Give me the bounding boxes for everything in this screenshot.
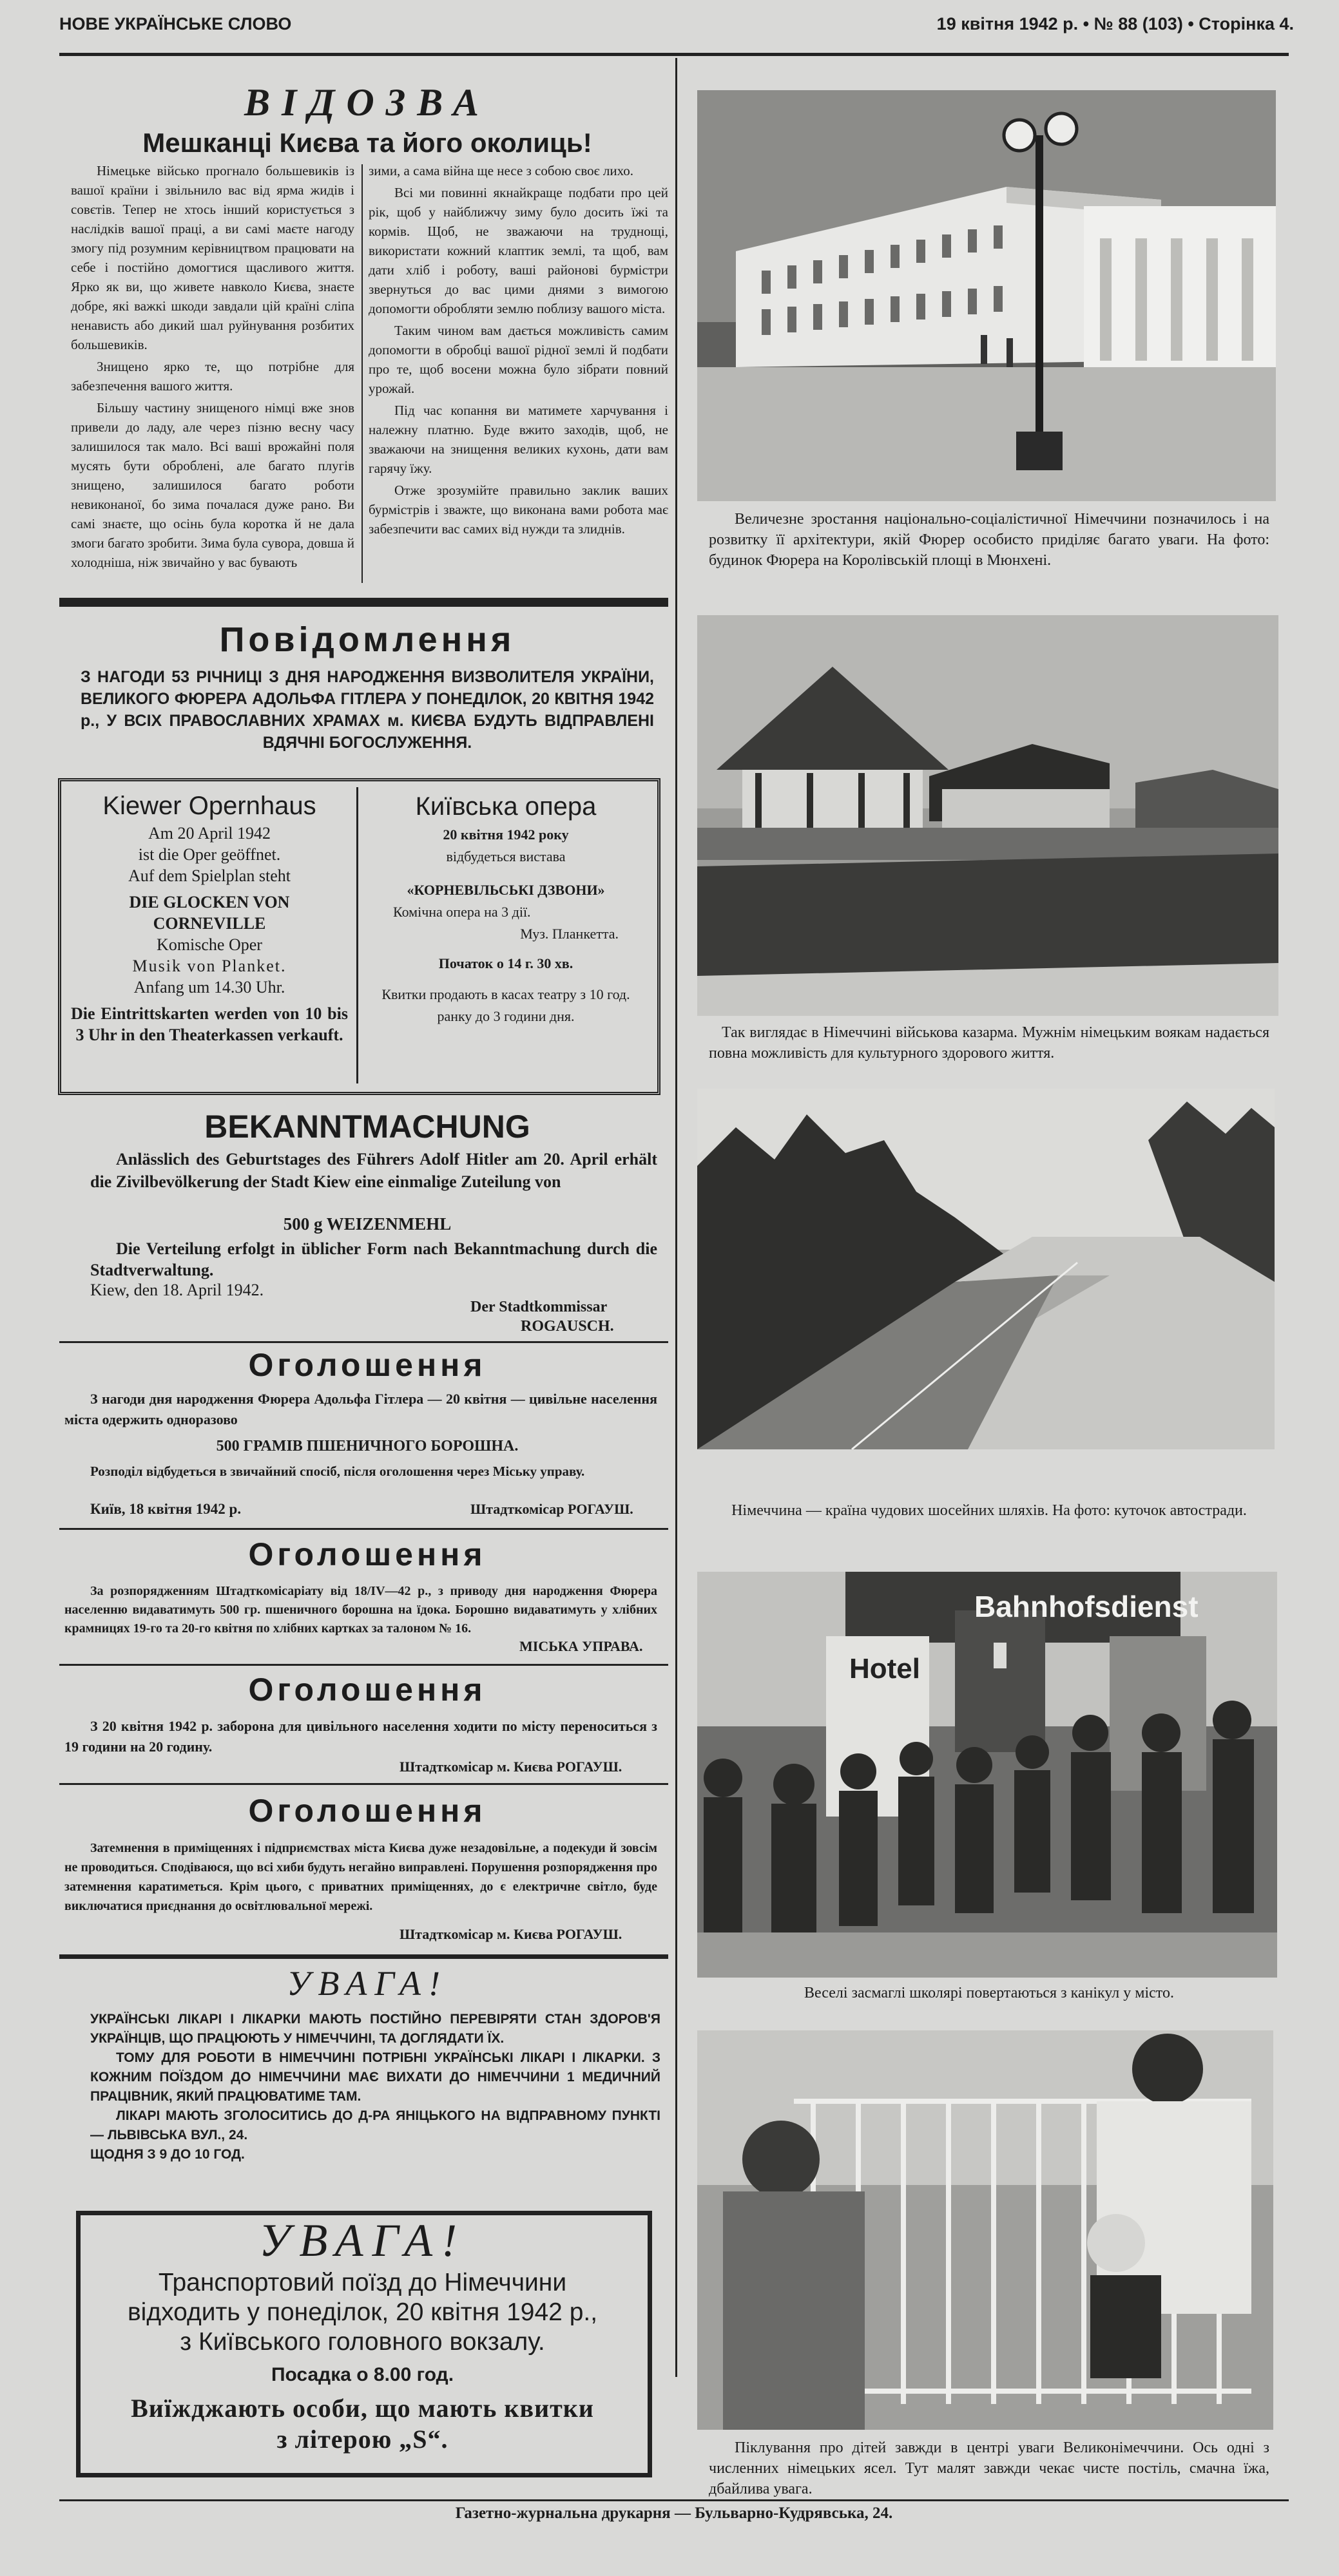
photo-caption: Так виглядає в Німеччині військова казарма. Мужнім німецьким воякам надається повна можливість для культурного здорового життя. bbox=[709, 1024, 1269, 1062]
column-divider bbox=[675, 58, 677, 2377]
prayer-notice-text: З НАГОДИ 53 РІЧНИЦІ З ДНЯ НАРОДЖЕННЯ ВИЗВОЛИТЕЛЯ УКРАЇНИ, ВЕЛИКОГО ФЮРЕРА АДОЛЬФА ГІТЛЕРА У ПОНЕДІЛОК, 20 КВІТНЯ 1942 р., У ВСІХ ПРАВОСЛАВНИХ ХРАМАХ м. КИЄВА БУДУТЬ ВІДПРАВЛЕНІ ВДЯЧНІ БОГОСЛУЖЕННЯ. bbox=[81, 668, 654, 752]
notice2-sign: МІСЬКА УПРАВА. bbox=[515, 1638, 643, 1655]
hotel-sign: Hotel bbox=[849, 1653, 920, 1684]
appeal-paragraph: Отже зрозумійте правильно заклик ваших бурмістрів і зважте, що виконана вами робота має забезпечити вас самих від нужди та злиднів. bbox=[369, 482, 668, 537]
appeal-left-column bbox=[71, 161, 354, 575]
opera-ua-tickets: Квитки продають в касах театру з 10 год. ранку до 3 години дня. bbox=[381, 986, 630, 1024]
doctors-para: УКРАЇНСЬКІ ЛІКАРІ І ЛІКАРКИ МАЮТЬ ПОСТІЙНО ПЕРЕВІРЯТИ СТАН ЗДОРОВ'Я УКРАЇНЦІВ, ЩО ПРАЦЮЮТЬ У НІМЕЧЧИНІ, ТА ДОГЛЯДАТИ ЇХ. bbox=[90, 2012, 660, 2046]
opera-de-show: DIE GLOCKEN VON CORNEVILLE bbox=[129, 893, 290, 933]
notice3-text: З 20 квітня 1942 р. заборона для цивільного населення ходити по місту переноситься з 19 години на 20 годину. bbox=[64, 1718, 657, 1755]
separator bbox=[59, 1341, 668, 1343]
notice2-text: За розпорядженням Штадткомісаріату від 18/IV—42 р., з приводу дня народження Фюрера населенню видаватимуть 500 гр. пшеничного борошна на їдока. Борошно видаватимуть у хлібних крамницях 19-го та 20-го квітня по хлібних картках за талоном № 16. bbox=[64, 1584, 657, 1636]
bekannt-date: Kiew, den 18. April 1942. bbox=[90, 1281, 264, 1299]
barracks-image bbox=[697, 615, 1278, 1016]
notice4-sign: Штадткомісар м. Києва РОГАУШ. bbox=[400, 1926, 622, 1942]
opera-de-line: Musik von Planket. bbox=[132, 957, 287, 975]
photo-caption: Піклування про дітей завжди в центрі уваги Великонімеччини. Ось одні з численних німецьких ясел. Тут малят завжди чекає чисте постіль, смачна їжа, дбайлива увага. bbox=[709, 2439, 1269, 2497]
photo-barracks bbox=[697, 615, 1278, 1016]
appeal-paragraph: Таким чином вам дається можливість самим допомогти в обробці вашої рідної землі й подбати про те, щоб восени можна було зібрати повний урожай. bbox=[369, 323, 668, 396]
photo-autobahn bbox=[697, 1089, 1275, 1449]
notice1-text2: Розподіл відбудеться в звичайний спосіб, після оголошення через Міську управу. bbox=[90, 1464, 585, 1479]
appeal-paragraph: Німецьке військо прогнало большевиків із вашої країни і звільнило вас від ярма жидів і совєтів. Тепер не хтось інший користується з наслідків вашої праці, а ви самі маєте нагоду змогу під розумним керівництвом працювати на себе і постійно домогтися щасливого життя. Ярко як ви, що живете навколо Києва, знаєте добре, які важкі шкоди завдали цій країні сліпа ненависть або дикий шал руйнування розбитих большевиків. bbox=[71, 163, 354, 352]
printer-line: Газетно-журнальна друкарня — Бульварно-Кудрявська, 24. bbox=[455, 2504, 893, 2522]
notice1-title: Оголошення bbox=[248, 1347, 486, 1383]
train-content bbox=[84, 2213, 641, 2455]
opera-ua-line: Муз. Планкетта. bbox=[520, 926, 619, 942]
nursery-image bbox=[697, 2030, 1273, 2430]
train-line: з літерою „S“. bbox=[276, 2425, 448, 2454]
footer-rule bbox=[59, 2499, 1289, 2501]
doctors-para: ЛІКАРІ МАЮТЬ ЗГОЛОСИТИСЬ ДО Д-РА ЯНІЦЬКОГО НА ВІДПРАВНОМУ ПУНКТІ — ЛЬВІВСЬКА ВУЛ., 24. bbox=[90, 2108, 660, 2142]
opera-ua-title: Київська опера bbox=[415, 792, 597, 821]
newspaper-name: НОВЕ УКРАЇНСЬКЕ СЛОВО bbox=[59, 14, 292, 33]
bekannt-sign1: Der Stadtkommissar bbox=[470, 1299, 608, 1315]
opera-de bbox=[71, 789, 348, 1045]
opera-ua-line: 20 квітня 1942 року bbox=[443, 826, 569, 843]
notice1-sign: Штадткомісар РОГАУШ. bbox=[470, 1501, 633, 1517]
notice4-text: Затемнення в приміщеннях і підприємствах міста Києва дуже незадовільне, а подекуди й зовсім не проводиться. Сподіваюся, що всі хиби будуть негайно виправлені. Порушення розпорядження про затемнення каратиметься. Крім цього, с приватних приміщеннях, до є електричне світло, буде виключатися приєднання до освітлювальної мережі. bbox=[64, 1841, 657, 1913]
separator bbox=[59, 1783, 668, 1785]
opera-divider bbox=[356, 787, 358, 1083]
train-line: відходить у понеділок, 20 квітня 1942 р., bbox=[127, 2298, 598, 2326]
bekannt-title: BEKANNTMACHUNG bbox=[204, 1109, 530, 1145]
doctors-text bbox=[90, 2010, 660, 2164]
separator bbox=[59, 1528, 668, 1530]
photo-nursery bbox=[697, 2030, 1273, 2430]
opera-ua-line: відбудеться вистава bbox=[446, 848, 566, 864]
opera-ua-line: Початок о 14 г. 30 хв. bbox=[438, 955, 573, 971]
opera-de-line: Auf dem Spielplan steht bbox=[128, 866, 291, 885]
opera-de-line: Anfang um 14.30 Uhr. bbox=[133, 978, 285, 997]
issue-info: 19 квітня 1942 р. • № 88 (103) • Сторінка 4. bbox=[936, 14, 1294, 33]
opera-de-line: ist die Oper geöffnet. bbox=[138, 845, 281, 864]
issue-number: № 88 (103) bbox=[1093, 14, 1183, 33]
bekannt-amount: 500 g WEIZENMEHL bbox=[283, 1214, 452, 1234]
bekannt-text2: Die Verteilung erfolgt in üblicher Form nach Bekanntmachung durch die Stadtverwaltung. bbox=[90, 1239, 657, 1279]
notice3-sign: Штадткомісар м. Києва РОГАУШ. bbox=[400, 1759, 622, 1775]
opera-de-line: Am 20 April 1942 bbox=[148, 824, 271, 843]
photo-caption: Веселі засмаглі школярі повертаються з канікул у місто. bbox=[804, 1985, 1174, 2001]
doctors-para: ТОМУ ДЛЯ РОБОТИ В НІМЕЧЧИНІ ПОТРІБНІ УКРАЇНСЬКІ ЛІКАРІ І ЛІКАРКИ. З КОЖНИМ ПОЇЗДОМ ДО НІМЕЧЧИНИ МАЄ ВИХАТИ ДО НІМЕЧЧИНИ 1 МЕДИЧНИЙ ПРАЦІВНИК, ЯКИЙ ПРАЦЮВАТИМЕ ТАМ. bbox=[90, 2050, 660, 2104]
appeal-paragraph: Знищено ярко те, що потрібне для забезпечення вашого життя. bbox=[71, 359, 354, 394]
appeal-paragraph: Всі ми повинні якнайкраще подбати про цей рік, щоб у найближчу зиму було досить їжі та кормів. Щоб, не зважаючи на труднощі, використати кожний клаптик землі, та щоб, вам дати хліб і роботу, ваші районові бурмістри звернуться до вас цими днями з вимогою допомогти обробляти землю поблизу вашого міста. bbox=[369, 185, 668, 316]
bekannt-text: Anlässlich des Geburtstages des Führers Adolf Hitler am 20. April erhält die Zivilbevölkerung der Stadt Kiew eine einmalige Zuteilung von bbox=[90, 1150, 657, 1191]
opera-de-title: Kiewer Opernhaus bbox=[102, 792, 316, 820]
notice4-title: Оголошення bbox=[248, 1793, 486, 1829]
photo-caption: Німеччина — країна чудових шосейних шляхів. На фото: куточок автостради. bbox=[731, 1502, 1247, 1519]
header-rule bbox=[59, 53, 1289, 56]
autobahn-image bbox=[697, 1089, 1275, 1449]
photo-schoolchildren bbox=[697, 1572, 1277, 1978]
appeal-subtitle: Мешканці Києва та його околиць! bbox=[142, 128, 592, 158]
doctors-title: УВАГА! bbox=[287, 1964, 448, 2003]
opera-de-tickets: Die Eintrittskarten werden von 10 bis 3 Uhr in den Theaterkassen verkauft. bbox=[71, 1004, 348, 1044]
photo-caption: Величезне зростання національно-соціалістичної Німеччини позначилось і на розвитку її архітектури, якій Фюрер особисто приділяє багато уваги. На фото: будинок Фюрера на Королівській площі в Мюнхені. bbox=[709, 511, 1269, 569]
train-title: УВАГА! bbox=[258, 2215, 467, 2266]
appeal-paragraph: зими, а сама війна ще несе з собою своє лихо. bbox=[369, 163, 634, 178]
notice1-amount: 500 ГРАМІВ ПШЕНИЧНОГО БОРОШНА. bbox=[216, 1438, 519, 1455]
notice1-date: Київ, 18 квітня 1942 р. bbox=[90, 1501, 242, 1517]
train-line: Транспортовий поїзд до Німеччини bbox=[158, 2269, 567, 2296]
opera-ua-show: «КОРНЕВІЛЬСЬКІ ДЗВОНИ» bbox=[407, 882, 605, 898]
appeal-paragraph: Під час копання ви матимете харчування і належну платню. Буде вжито заходів, щоб, не зважаючи на знищення великих кухонь, дати вам гарячу їжу. bbox=[369, 403, 668, 476]
prayer-notice-title: Повідомлення bbox=[219, 620, 515, 659]
appeal-title: ВІДОЗВА bbox=[244, 81, 490, 124]
bekannt-sign2: ROGAUSCH. bbox=[521, 1318, 614, 1335]
appeal-col-rule bbox=[361, 164, 363, 583]
notice2-title: Оголошення bbox=[248, 1536, 486, 1572]
opera-ua bbox=[367, 789, 644, 1027]
schoolchildren-image bbox=[697, 1572, 1277, 1978]
issue-date: 19 квітня 1942 р. bbox=[936, 14, 1079, 33]
doctors-para: ЩОДНЯ З 9 ДО 10 ГОД. bbox=[90, 2147, 245, 2162]
separator bbox=[59, 1664, 668, 1666]
page-number: Сторінка 4. bbox=[1199, 14, 1294, 33]
appeal-right-column bbox=[369, 161, 668, 541]
notice1-text: З нагоди дня народження Фюрера Адольфа Гітлера — 20 квітня — цивільне населення міста одержить одноразово bbox=[64, 1391, 657, 1427]
photo-fuhrerbau bbox=[697, 90, 1276, 501]
train-boarding: Посадка о 8.00 год. bbox=[271, 2364, 454, 2385]
notice3-title: Оголошення bbox=[248, 1672, 486, 1708]
appeal-bottom-rule bbox=[59, 598, 668, 607]
train-line: Виїжджають особи, що мають квитки bbox=[131, 2394, 594, 2423]
train-line: з Київського головного вокзалу. bbox=[180, 2328, 545, 2356]
appeal-paragraph: Більшу частину знищеного німці вже знов привели до ладу, але через пізню весну часу залишилося так мало. Всі ваші врожайні поля мусять бути оброблені, але багато плугів знищено, залишилося багато роботи невиконаної, бо зима почалася дуже рано. Ви самі знаєте, що осінь була коротка й не дала змоги багато зробити. Зима була сувора, довша й холодніша, ніж звичайно у вас бувають bbox=[71, 400, 354, 570]
station-sign: Bahnhofsdienst bbox=[974, 1590, 1199, 1623]
opera-ua-line: Комічна опера на 3 дії. bbox=[393, 904, 531, 920]
separator bbox=[59, 1954, 668, 1959]
fuhrerbau-image bbox=[697, 90, 1276, 501]
opera-de-line: Komische Oper bbox=[157, 935, 262, 954]
